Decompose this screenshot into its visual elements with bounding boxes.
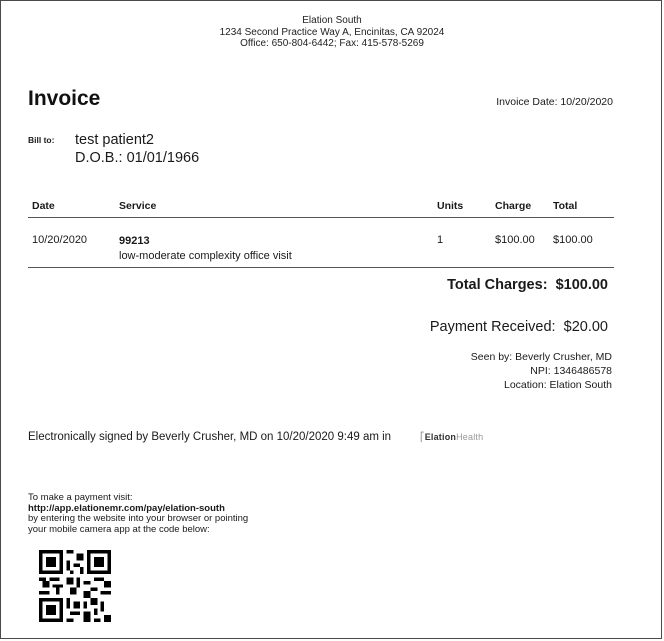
row-date: 10/20/2020: [32, 234, 88, 246]
payment-url[interactable]: http://app.elationemr.com/pay/elation-south: [28, 502, 225, 514]
col-header-service: Service: [119, 200, 157, 212]
col-header-date: Date: [32, 200, 55, 212]
provider-info: [471, 350, 612, 392]
practice-contact: Office: 650-804-6442; Fax: 415-578-5269: [240, 38, 424, 49]
practice-name: Elation South: [302, 15, 362, 26]
row-total: $100.00: [553, 234, 593, 246]
signature-line: Electronically signed by Beverly Crusher, MD on 10/20/2020 9:49 am in: [28, 431, 392, 443]
patient-dob: D.O.B.: 01/01/1966: [75, 150, 200, 166]
bill-to-block: [75, 131, 199, 167]
payment-line-1: To make a payment visit:: [28, 492, 133, 503]
practice-address: 1234 Second Practice Way A, Encinitas, CA 92024: [219, 26, 445, 38]
provider-location: Location: Elation South: [504, 379, 612, 391]
service-description: low-moderate complexity office visit: [119, 250, 292, 262]
elation-health-logo: [420, 432, 483, 443]
provider-npi: NPI: 1346486578: [530, 365, 612, 377]
row-service: [119, 234, 292, 264]
col-header-charge: Charge: [495, 200, 532, 212]
row-charge: $100.00: [495, 234, 535, 246]
logo-mark-icon: ⎡: [420, 432, 425, 442]
logo-text-a: Elation: [424, 432, 457, 442]
logo-text-b: Health: [456, 432, 484, 442]
col-header-total: Total: [553, 200, 578, 212]
invoice-title: Invoice: [28, 87, 101, 110]
bill-to-label: Bill to:: [28, 135, 55, 145]
practice-header: [1, 15, 663, 50]
payment-instructions: [28, 493, 248, 535]
payment-line-4: your mobile camera app at the code below:: [28, 523, 210, 535]
payment-line-3: by entering the website into your browser or pointing: [28, 513, 249, 524]
payment-qr-code-icon[interactable]: [39, 550, 111, 622]
invoice-date: Invoice Date: 10/20/2020: [496, 96, 613, 108]
table-header-divider: [28, 217, 614, 218]
row-units: 1: [437, 234, 444, 246]
col-header-units: Units: [437, 200, 464, 212]
seen-by: Seen by: Beverly Crusher, MD: [470, 351, 612, 363]
payment-received: Payment Received: $20.00: [429, 319, 608, 335]
table-row-divider: [28, 267, 614, 268]
service-code: 99213: [119, 235, 150, 247]
patient-name: test patient2: [75, 132, 154, 148]
total-charges: Total Charges: $100.00: [447, 277, 608, 293]
